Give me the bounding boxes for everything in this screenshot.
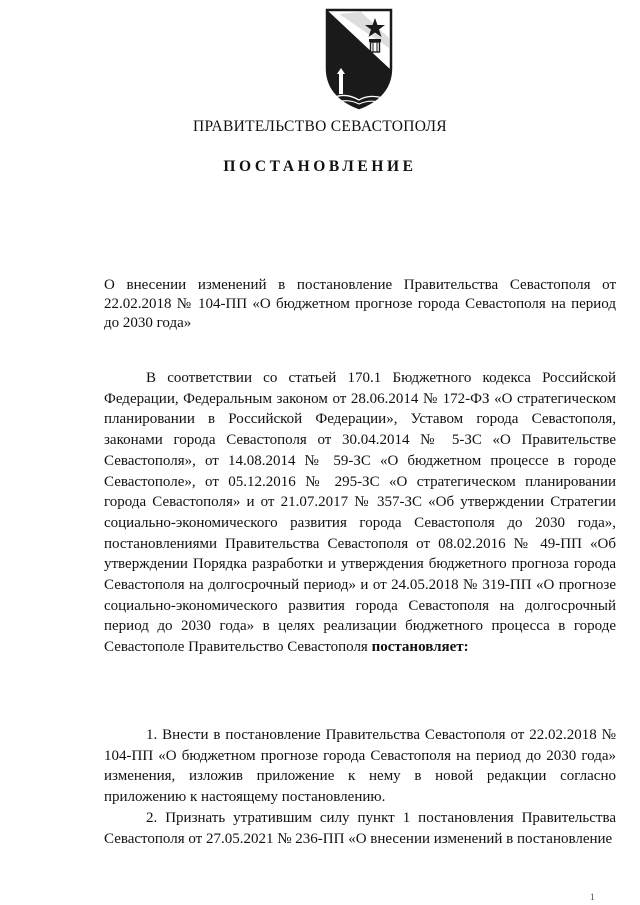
organization-title: ПРАВИТЕЛЬСТВО СЕВАСТОПОЛЯ bbox=[193, 118, 447, 135]
preamble-text: В соответствии со статьей 170.1 Бюджетного кодекса Российской Федерации, Федеральным законом от 28.06.2014 № 172-ФЗ «О стратегическом планировании в Российской Федерации», Уставом города Севастополя, законами города Севастополя от 30.04.2014 № 5-ЗС «О Правительстве Севастополя», от 14.08.2014 № 59-ЗС «О бюджетном процессе в городе Севастополе», от 05.12.2016 № 295-ЗС «О стратегическом планировании города Севастополя» и от 21.07.2017 № 357-ЗС «Об утверждении Стратегии социально-экономического развития города Севастополя до 2030 года», постановлениями Правительства Севастополя от 08.02.2016 № 49-ПП «Об утверждении Порядка разработки и утверждения бюджетного прогноза города Севастополя на долгосрочный период» и от 24.05.2018 № 319-ПП «О прогнозе социально-экономического развития города Севастополя на долгосрочный период до 2030 года» в целях реализации бюджетного процесса в городе Севастополе Правительство Севастополя bbox=[104, 370, 616, 656]
coat-of-arms-icon bbox=[325, 8, 393, 110]
document-type-heading: ПОСТАНОВЛЕНИЕ bbox=[223, 158, 417, 175]
resolves-word: постановляет: bbox=[371, 639, 469, 656]
preamble-paragraph bbox=[104, 368, 616, 658]
numbered-item-1: 1. Внести в постановление Правительства Севастополя от 22.02.2018 № 104-ПП «О бюджетном прогнозе города Севастополя на период до 2030 года» изменения, изложив приложение к нему в новой редакции согласно приложению к настоящему постановлению. bbox=[104, 727, 616, 806]
numbered-item-2: 2. Признать утратившим силу пункт 1 постановления Правительства Севастополя от 27.05.2021 № 236-ПП «О внесении изменений в постановление bbox=[104, 810, 616, 847]
page-corner-mark: 1 bbox=[590, 892, 595, 902]
document-subject: О внесении изменений в постановление Правительства Севастополя от 22.02.2018 № 104-ПП «О бюджетном прогнозе города Севастополя на период до 2030 года» bbox=[104, 277, 616, 331]
